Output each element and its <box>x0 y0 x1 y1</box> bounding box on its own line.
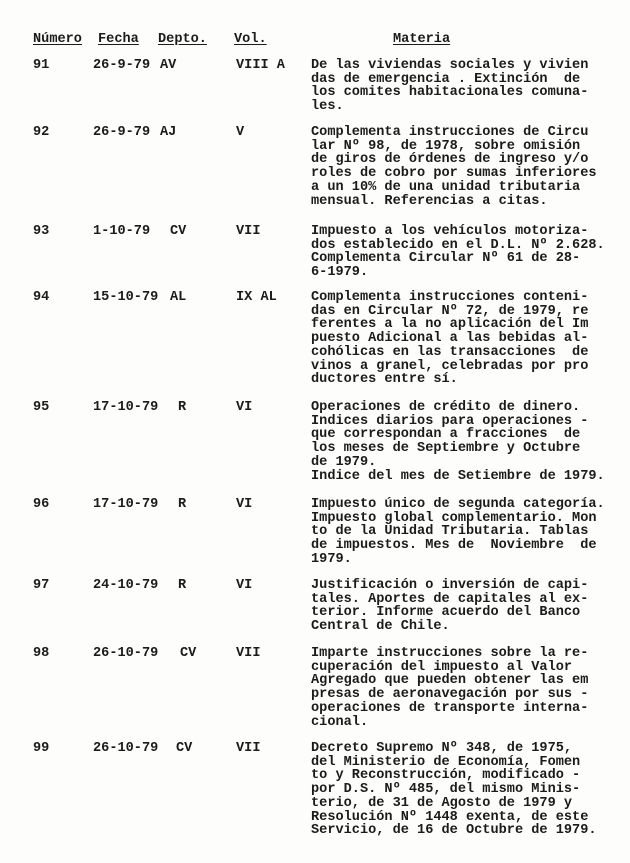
numero-cell: 98 <box>33 646 50 661</box>
fecha-cell: 17-10-79 <box>93 400 159 415</box>
materia-line: de giros de órdenes de ingreso y/o <box>311 152 589 168</box>
materia-line: cohólicas en las transacciones de <box>311 344 589 360</box>
depto-cell: CV <box>170 224 187 239</box>
materia-line: vinos a granel, celebradas por pro <box>311 358 589 374</box>
fecha-cell: 26-10-79 <box>93 646 159 661</box>
materia-line: Resolución Nº 1448 exenta, de este <box>311 809 589 825</box>
materia-line: operaciones de transporte interna- <box>311 700 589 716</box>
materia-line: dos establecido en el D.L. Nº 2.628. <box>311 237 605 253</box>
materia-line: puesto Adicional a las bebidas al- <box>311 331 589 347</box>
materia-line: los meses de Septiembre y Octubre <box>311 441 581 457</box>
materia-line: del Ministerio de Economía, Fomen <box>311 754 581 770</box>
depto-cell: R <box>178 400 187 415</box>
depto-cell: R <box>178 578 187 593</box>
materia-line: a un 10% de una unidad tributaria <box>311 179 581 195</box>
materia-line: to de la Unidad Tributaria. Tablas <box>311 524 589 540</box>
vol-cell: VI <box>236 497 253 512</box>
materia-line: to y Reconstrucción, modificado - <box>311 768 581 784</box>
vol-cell: VI <box>236 400 253 415</box>
vol-cell: VII <box>236 646 261 661</box>
numero-cell: 94 <box>33 290 50 305</box>
fecha-cell: 24-10-79 <box>93 578 159 593</box>
materia-cell <box>311 59 588 114</box>
materia-line: cuperación del impuesto al Valor <box>311 659 573 675</box>
materia-line: de 1979. <box>311 454 377 470</box>
materia-line: das de emergencia . Extinción de <box>311 71 581 87</box>
materia-line: Central de Chile. <box>311 619 450 635</box>
materia-line: ductores entre sí. <box>311 372 458 388</box>
materia-line: De las viviendas sociales y vivien <box>311 58 589 73</box>
depto-cell: CV <box>176 741 193 756</box>
materia-cell <box>311 579 588 634</box>
materia-line: Imparte instrucciones sobre la re- <box>311 646 589 661</box>
materia-line: terio, de 31 de Agosto de 1979 y <box>311 795 573 811</box>
vol-cell: VII <box>236 741 261 756</box>
materia-line: Decreto Supremo Nº 348, de 1975, <box>311 741 573 756</box>
materia-line: Indices diarios para operaciones - <box>311 413 589 429</box>
materia-line: Impuesto global complementario. Mon <box>311 510 597 526</box>
vol-cell: IX AL <box>236 290 277 305</box>
fecha-cell: 17-10-79 <box>93 497 159 512</box>
fecha-cell: 26-9-79 <box>93 58 151 73</box>
fecha-cell: 26-10-79 <box>93 741 159 756</box>
depto-cell: AV <box>160 58 177 73</box>
vol-cell: VII <box>236 224 261 239</box>
numero-cell: 93 <box>33 224 50 239</box>
header-vol: Vol. <box>234 32 267 47</box>
fecha-cell: 1-10-79 <box>93 224 151 239</box>
materia-cell <box>311 742 597 838</box>
numero-cell: 91 <box>33 58 50 73</box>
materia-cell <box>311 647 588 729</box>
numero-cell: 96 <box>33 497 50 512</box>
materia-line: das en Circular Nº 72, de 1979, re <box>311 303 589 319</box>
materia-line: presas de aeronavegación por sus - <box>311 687 589 703</box>
materia-line: Servicio, de 16 de Octubre de 1979. <box>311 823 597 839</box>
materia-cell <box>311 291 588 387</box>
materia-line: los comites habitacionales comuna- <box>311 85 589 101</box>
materia-line: por D.S. Nº 485, del mismo Minis- <box>311 782 581 798</box>
materia-cell <box>311 126 597 208</box>
materia-line: Operaciones de crédito de dinero. <box>311 400 581 415</box>
materia-line: lar Nº 98, de 1978, sobre omisión <box>311 138 581 154</box>
materia-line: terior. Informe acuerdo del Banco <box>311 605 581 621</box>
materia-line: Complementa instrucciones conteni- <box>311 290 589 305</box>
materia-line: 6-1979. <box>311 265 369 281</box>
depto-cell: R <box>178 497 187 512</box>
header-materia: Materia <box>393 32 451 47</box>
materia-cell <box>311 225 605 280</box>
materia-line: tales. Aportes de capitales al ex- <box>311 591 589 607</box>
numero-cell: 99 <box>33 741 50 756</box>
numero-cell: 92 <box>33 125 50 140</box>
fecha-cell: 15-10-79 <box>93 290 159 305</box>
materia-line: de impuestos. Mes de Noviembre de <box>311 538 597 554</box>
materia-line: Impuesto único de segunda categoría. <box>311 497 605 512</box>
materia-line: Complementa instrucciones de Circu <box>311 125 589 140</box>
header-depto: Depto. <box>158 32 207 47</box>
materia-line: Agregado que pueden obtener las em <box>311 673 589 689</box>
materia-line: Complementa Circular Nº 61 de 28- <box>311 251 581 267</box>
depto-cell: CV <box>180 646 197 661</box>
numero-cell: 97 <box>33 578 50 593</box>
materia-line: roles de cobro por sumas inferiores <box>311 166 597 182</box>
materia-line: ferentes a la no aplicación del Im <box>311 317 589 333</box>
vol-cell: V <box>236 125 245 140</box>
depto-cell: AJ <box>160 125 177 140</box>
materia-cell <box>311 401 605 483</box>
materia-line: 1979. <box>311 551 352 567</box>
materia-line: Impuesto a los vehículos motoriza- <box>311 224 589 239</box>
vol-cell: VI <box>236 578 253 593</box>
materia-line: Justificación o inversión de capi- <box>311 578 589 593</box>
materia-line: les. <box>311 99 344 115</box>
materia-line: que correspondan a fracciones de <box>311 427 581 443</box>
materia-line: Indice del mes de Setiembre de 1979. <box>311 468 605 484</box>
fecha-cell: 26-9-79 <box>93 125 151 140</box>
numero-cell: 95 <box>33 400 50 415</box>
materia-line: mensual. Referencias a citas. <box>311 193 548 209</box>
depto-cell: AL <box>170 290 187 305</box>
header-numero: Número <box>33 32 82 47</box>
materia-line: cional. <box>311 714 369 730</box>
materia-cell <box>311 498 605 567</box>
header-fecha: Fecha <box>98 32 139 47</box>
vol-cell: VIII A <box>236 58 285 73</box>
